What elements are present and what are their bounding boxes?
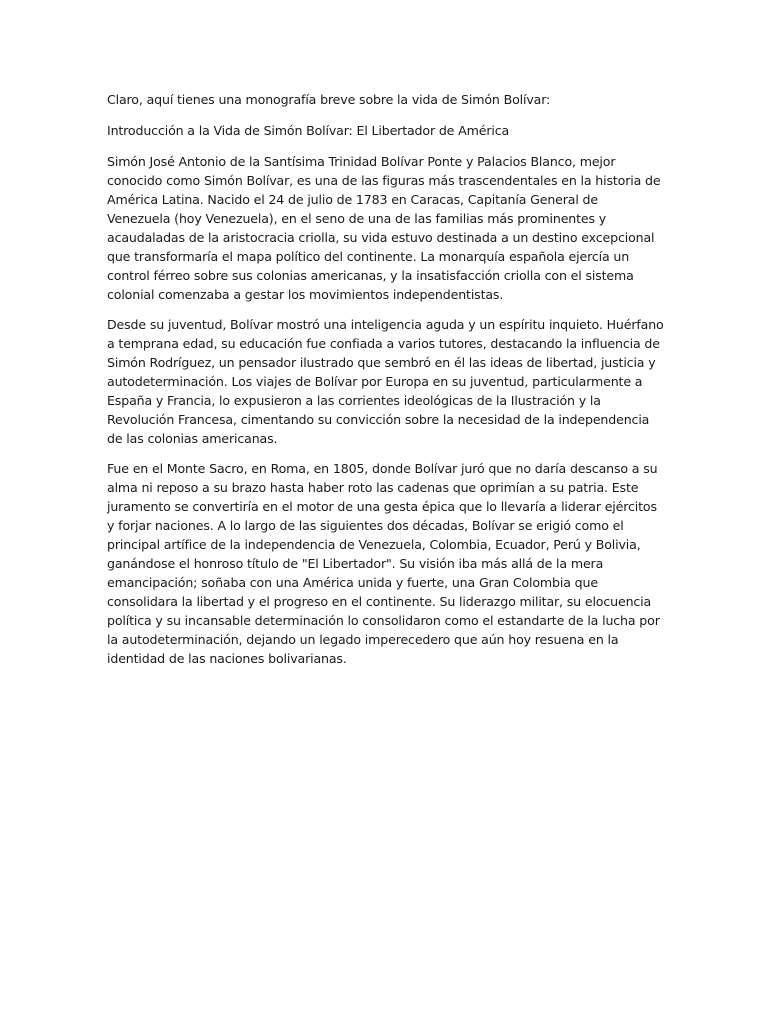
intro-line: Claro, aquí tienes una monografía breve sobre la vida de Simón Bolívar:: [107, 92, 551, 107]
document-body: [107, 90, 665, 679]
paragraph-birth: Simón José Antonio de la Santísima Trinidad Bolívar Ponte y Palacios Blanco, mejor conocido como Simón Bolívar, es una de las figuras más trascendentales en la historia de América Latina. Nacido el 24 de julio de 1783 en Caracas, Capitanía General de Venezuela (hoy Venezuela), en el seno de una de las familias más prominentes y acaudaladas de la aristocracia criolla, su vida estuvo destinada a un destino excepcional que transformaría el mapa político del continente. La monarquía española ejercía un control férreo sobre sus colonias americanas, y la insatisfacción criolla con el sistema colonial comenzaba a gestar los movimientos independentistas.: [107, 154, 661, 302]
document-heading: Introducción a la Vida de Simón Bolívar: El Libertador de América: [107, 123, 510, 138]
paragraph-youth: Desde su juventud, Bolívar mostró una inteligencia aguda y un espíritu inquieto. Huérfano a temprana edad, su educación fue confiada a varios tutores, destacando la influencia de Simón Rodríguez, un pensador ilustrado que sembró en él las ideas de libertad, justicia y autodeterminación. Los viajes de Bolívar por Europa en su juventud, particularmente a España y Francia, lo expusieron a las corrientes ideológicas de la Ilustración y la Revolución Francesa, cimentando su convicción sobre la necesidad de la independencia de las colonias americanas.: [107, 317, 664, 446]
paragraph-oath: Fue en el Monte Sacro, en Roma, en 1805, donde Bolívar juró que no daría descanso a su alma ni reposo a su brazo hasta haber roto las cadenas que oprimían a su patria. Este juramento se convertiría en el motor de una gesta épica que lo llevaría a liderar ejércitos y forjar naciones. A lo largo de las siguientes dos décadas, Bolívar se erigió como el principal artífice de la independencia de Venezuela, Colombia, Ecuador, Perú y Bolivia, ganándose el honroso título de "El Libertador". Su visión iba más allá de la mera emancipación; soñaba con una América unida y fuerte, una Gran Colombia que consolidara la libertad y el progreso en el continente. Su liderazgo militar, su elocuencia política y su incansable determinación lo consolidaron como el estandarte de la lucha por la autodeterminación, dejando un legado imperecedero que aún hoy resuena en la identidad de las naciones bolivarianas.: [107, 461, 660, 666]
